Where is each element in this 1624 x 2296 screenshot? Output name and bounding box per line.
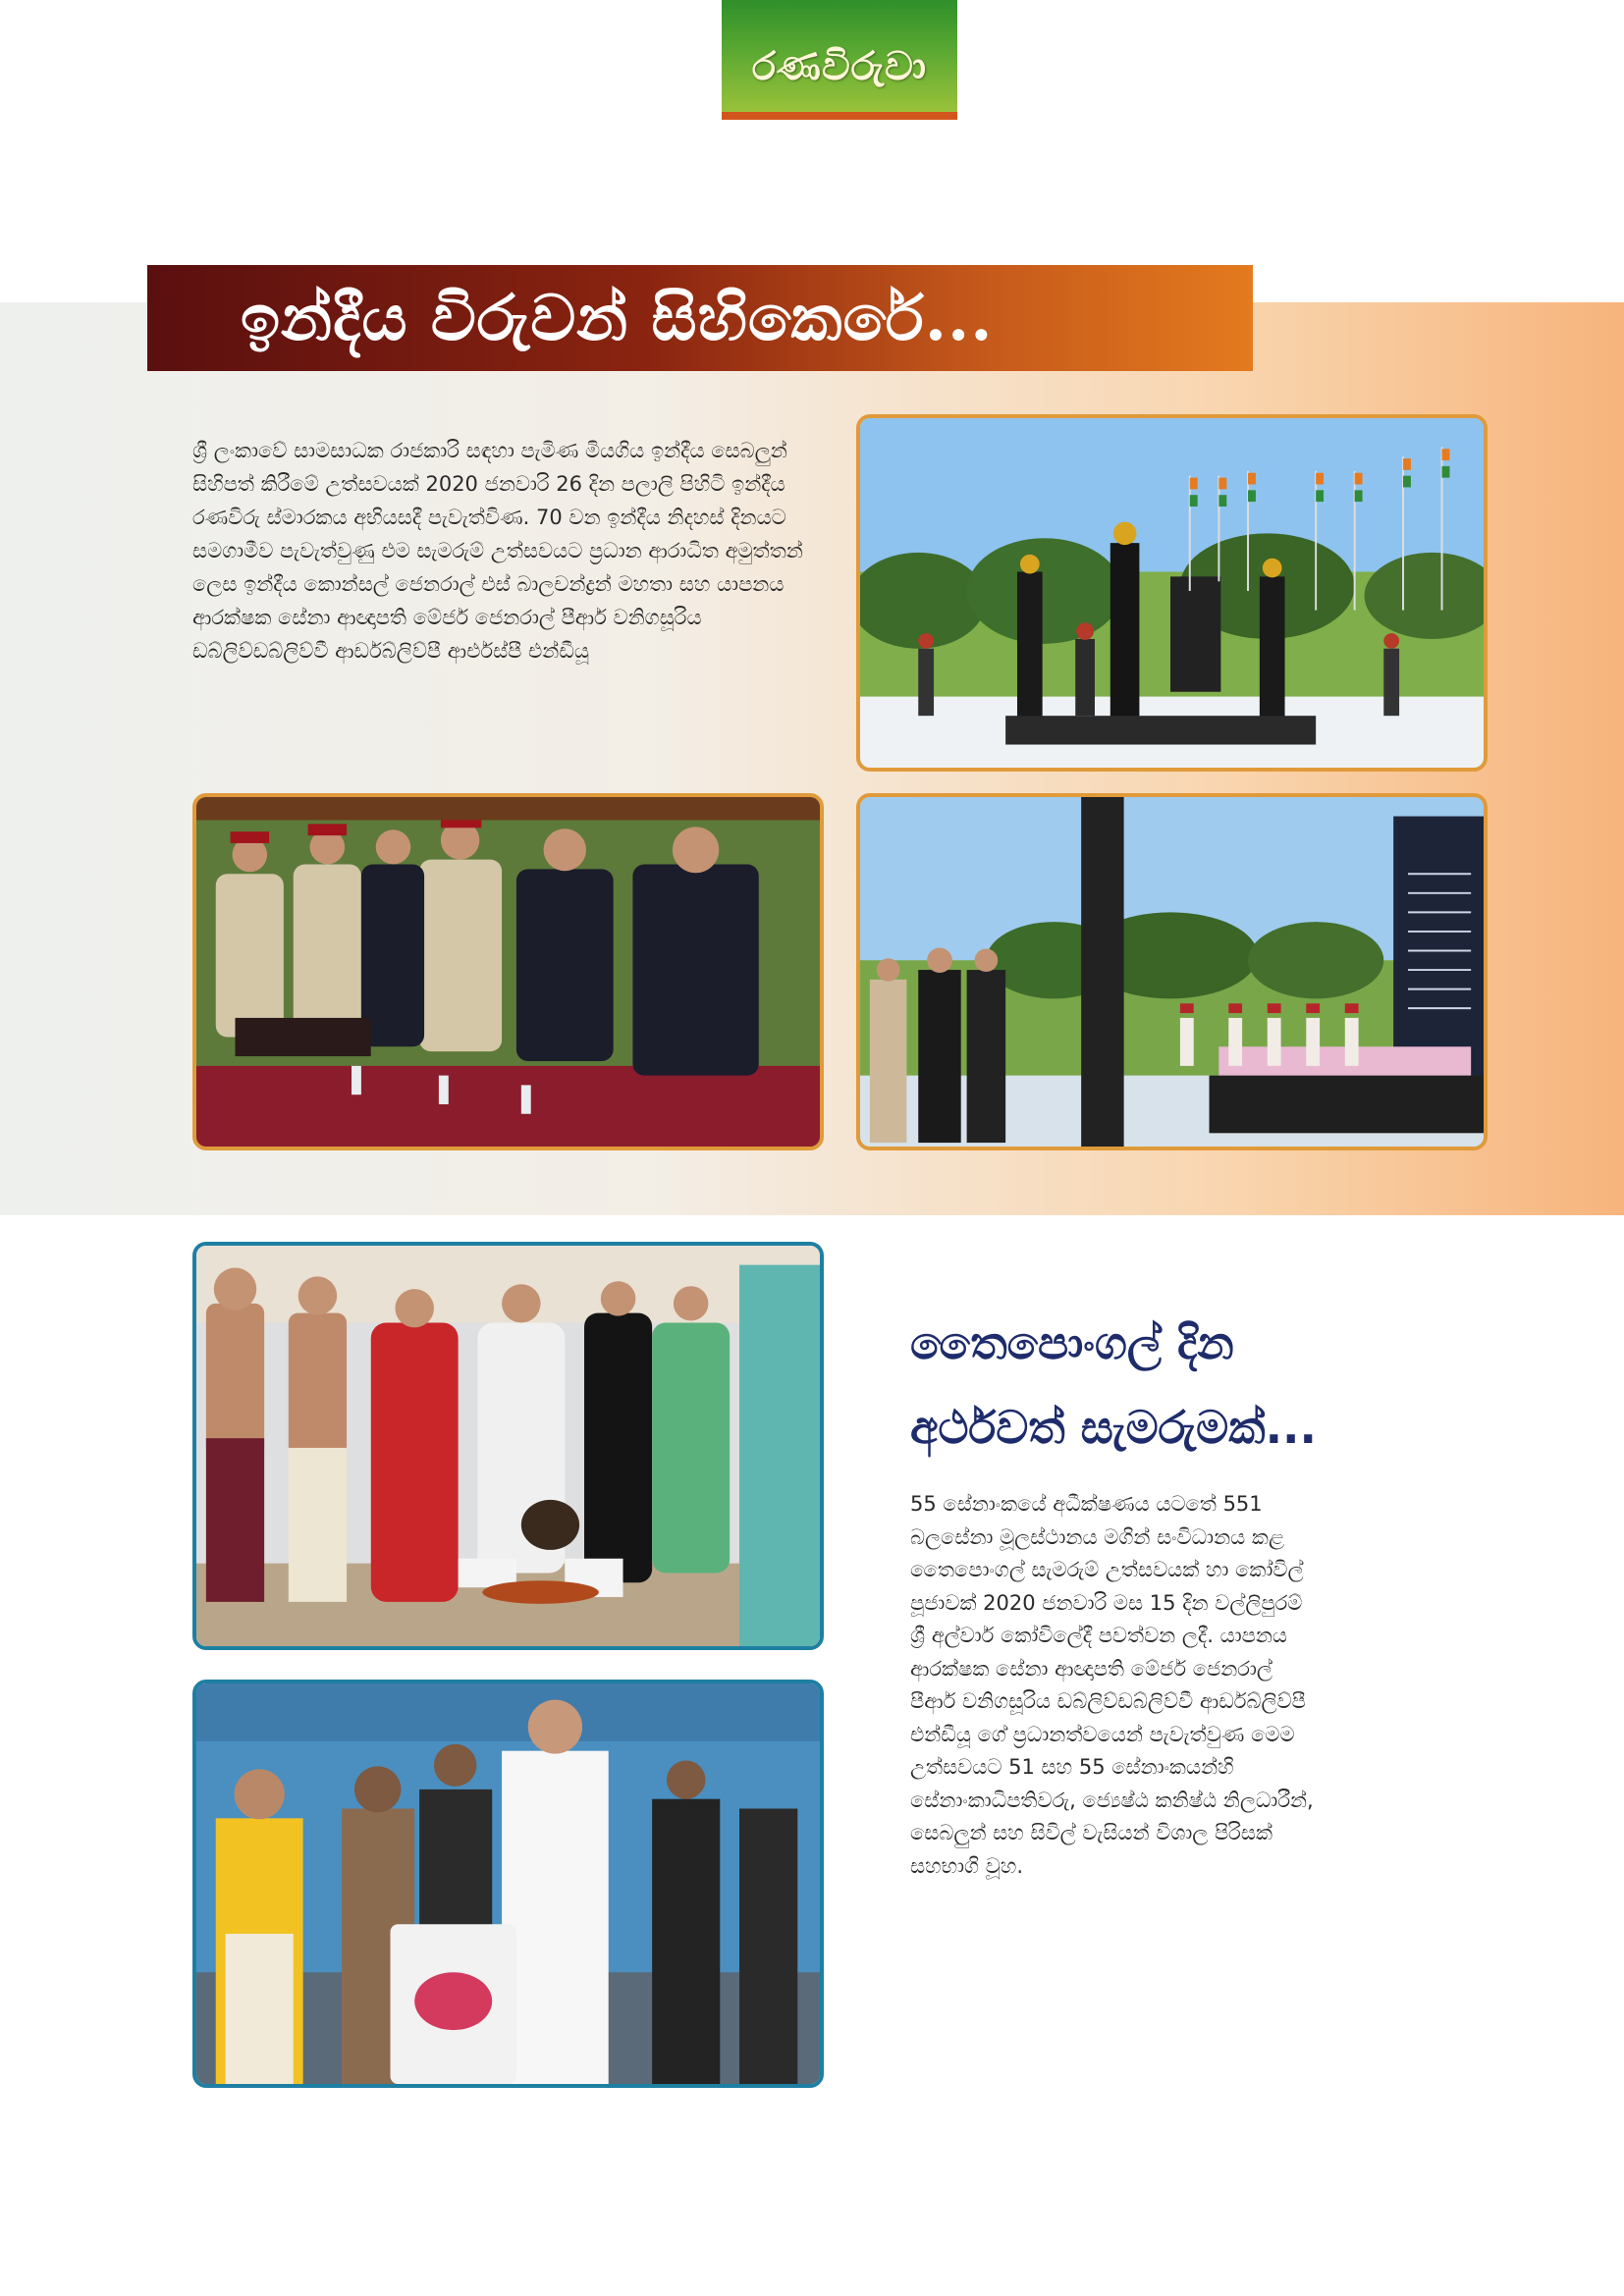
section1-paragraph: ශ්‍රී ලංකාවේ සාමසාධක රාජකාරි සඳහා පැමිණ මියගිය ඉන්දීය සෙබලුන් සිහිපත් කිරීමේ උත්සවයක් 2020 ජනවාරි 26 දින පලාලි පිහිටි ඉන්දීය රණවිරු ස්මාරකය අභියසදී පැවැත්විණ. 70 වන ඉන්දීය නිදහස් දිනයට සමගාමීව පැවැත්වුණු එම සැමරුම් උත්සවයට ප්‍රධාන ආරාධිත අමුත්තන් ලෙස ඉන්දීය කොන්සල් ජෙනරාල් එස් බාලචන්ද්‍රන් මහතා සහ යාපනය ආරක්ෂක සේනා ආඥාපති මේජර් ජෙනරාල් පීආර් වනිගසූරිය ඩබ්ලිව්ඩබ්ලිව්වී ආර්ඩබ්ලිව්පී ආර්එස්පී එන්ඩීයූ bbox=[192, 439, 803, 663]
section2-title-line1: තෛපොංගල් දින bbox=[910, 1316, 1234, 1369]
section1-title-bar bbox=[147, 265, 1253, 371]
memorial-pillars-photo bbox=[856, 414, 1488, 772]
masthead-logo bbox=[722, 0, 957, 120]
memorial-wreath-photo bbox=[856, 793, 1488, 1150]
section2-title-line2: අර්ථවත් සැමරුමක්... bbox=[910, 1401, 1317, 1454]
logo-text: රණවිරුවා bbox=[751, 42, 928, 89]
section1-title: ඉන්දීය විරුවන් සිහිකෙරේ... bbox=[241, 281, 994, 355]
rice-donation-photo bbox=[192, 1680, 824, 2088]
section2-paragraph: 55 සේනාංකයේ අධීක්ෂණය යටතේ 551 බලසේනා මූලස්ථානය මගින් සංවිධානය කළ තෛපොංගල් සැමරුම් උත්සවයක් හා කෝවිල් පූජාවක් 2020 ජනවාරි මස 15 දින වල්ලිපුරම් ශ්‍රී අල්වාර් කෝවිලේදී පවත්වන ලදී. යාපනය ආරක්ෂක සේනා ආඥාපති මේජර් ජෙනරාල් පීආර් වනිගසූරිය ඩබ්ලිව්ඩබ්ලිව්වී ආර්ඩබ්ලිව්පී එන්ඩීයූ ගේ ප්‍රධානත්වයෙන් පැවැත්වුණ මෙම උත්සවයට 51 සහ 55 සේනාංකයන්හි සේනාංකාධිපතිවරු, ජ්‍යෙෂ්ඨ කනිෂ්ඨ නිලධාරීන්, සෙබලුන් සහ සිවිල් වැසියන් විශාල පිරිසක් සහභාගි වූහ. bbox=[910, 1492, 1314, 1878]
seated-guests-photo bbox=[192, 793, 824, 1150]
section2-title bbox=[910, 1301, 1460, 1469]
pongal-ceremony-photo bbox=[192, 1242, 824, 1650]
